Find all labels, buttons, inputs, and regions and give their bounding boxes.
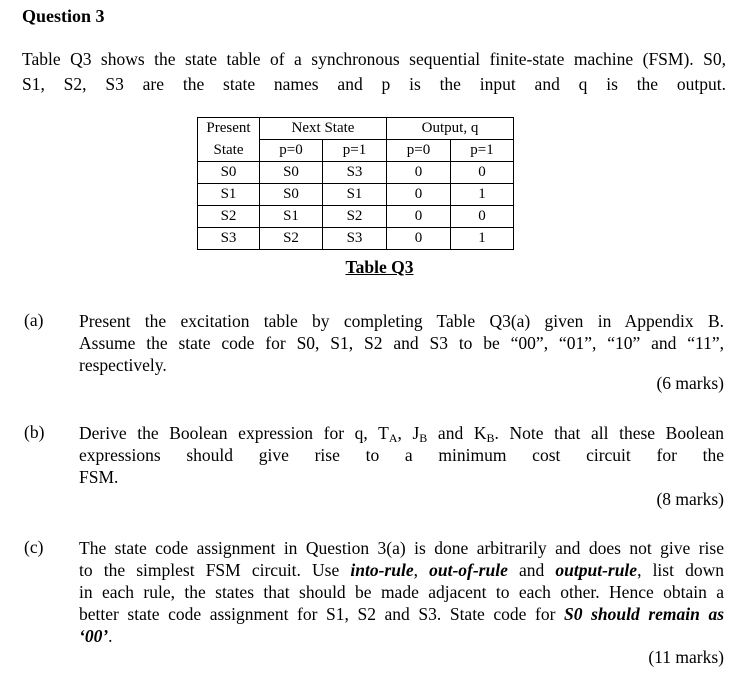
- part-a-label: (a): [24, 310, 44, 330]
- part-b-text: [79, 422, 724, 488]
- cell-next-p1: S2: [323, 206, 387, 228]
- part-c-line-5: [79, 625, 724, 647]
- part-a-line-3: respectively.: [79, 355, 167, 375]
- header-next-state: Next State: [260, 118, 387, 140]
- cell-present: S0: [198, 162, 260, 184]
- part-c-text: [79, 537, 724, 647]
- cell-next-p1: S3: [323, 228, 387, 250]
- part-a-line-1: Present the excitation table by completing Table Q3(a) given in Appendix B.: [79, 311, 724, 331]
- intro-line-1: Table Q3 shows the state table of a synchronous sequential finite-state machine (FSM). S0,: [22, 49, 726, 69]
- part-b-label: (b): [24, 422, 45, 442]
- part-c-line-3: in each rule, the states that should be made adjacent to each other. Hence obtain a: [79, 582, 724, 602]
- subscript-b: B: [486, 431, 495, 445]
- part-c-line-2-text: ,: [413, 560, 430, 580]
- part-a-line-2: Assume the state code for S0, S1, S2 and S3 to be “00”, “01”, “10” and “11”,: [79, 333, 724, 353]
- into-rule-term: into-rule: [350, 560, 414, 580]
- question-title: Question 3: [22, 6, 105, 26]
- part-c-line-2-text: and: [507, 560, 556, 580]
- part-b-line-3: FSM.: [79, 467, 119, 487]
- subscript-a: A: [388, 431, 398, 445]
- cell-next-p1: S3: [323, 162, 387, 184]
- s0-remain-emphasis: S0 should remain as: [564, 604, 725, 624]
- part-b-line-1-text: Derive the Boolean expression for q, T: [79, 423, 389, 443]
- cell-out-p0: 0: [387, 228, 451, 250]
- header-output: Output, q: [387, 118, 514, 140]
- part-c-marks: (11 marks): [648, 647, 724, 667]
- header-present: Present: [198, 118, 260, 140]
- cell-present: S3: [198, 228, 260, 250]
- cell-out-p1: 0: [451, 162, 514, 184]
- cell-out-p1: 1: [451, 184, 514, 206]
- output-rule-term: output-rule: [555, 560, 638, 580]
- cell-out-p0: 0: [387, 206, 451, 228]
- table-row: [198, 184, 514, 206]
- intro-line-2: S1, S2, S3 are the state names and p is the input and q is the output.: [22, 74, 726, 94]
- header-state: State: [198, 140, 260, 162]
- table-row: [198, 228, 514, 250]
- part-c-line-5-text: .: [108, 626, 113, 646]
- part-c-line-2-text: to the simplest FSM circuit. Use: [79, 560, 351, 580]
- subscript-b: B: [419, 431, 428, 445]
- cell-next-p0: S2: [260, 228, 323, 250]
- cell-out-p0: 0: [387, 162, 451, 184]
- cell-next-p0: S0: [260, 184, 323, 206]
- header-out-p0: p=0: [387, 140, 451, 162]
- cell-next-p1: S1: [323, 184, 387, 206]
- part-c-line-1: The state code assignment in Question 3(a) is done arbitrarily and does not give rise: [79, 538, 724, 558]
- cell-next-p0: S1: [260, 206, 323, 228]
- table-row: [198, 206, 514, 228]
- part-c-line-4: [79, 603, 724, 625]
- part-c-line-4-text: better state code assignment for S1, S2 and S3. State code for: [79, 604, 565, 624]
- part-c-line-2-text: , list down: [637, 560, 724, 580]
- part-b-line-1-text: and K: [427, 423, 487, 443]
- header-next-p1: p=1: [323, 140, 387, 162]
- part-b-line-2: expressions should give rise to a minimum cost circuit for the: [79, 445, 724, 465]
- table-caption: Table Q3: [345, 257, 414, 277]
- part-a-text: [79, 310, 724, 376]
- part-b-line-1-text: , J: [397, 423, 420, 443]
- table-header-row-2: [198, 140, 514, 162]
- cell-out-p1: 1: [451, 228, 514, 250]
- cell-present: S2: [198, 206, 260, 228]
- part-a-marks: (6 marks): [656, 373, 724, 393]
- cell-next-p0: S0: [260, 162, 323, 184]
- header-next-p0: p=0: [260, 140, 323, 162]
- state-table: [197, 117, 514, 250]
- part-c-label: (c): [24, 537, 44, 557]
- part-c-line-2: [79, 559, 724, 581]
- part-b-line-1: [79, 422, 724, 444]
- cell-present: S1: [198, 184, 260, 206]
- header-out-p1: p=1: [451, 140, 514, 162]
- part-b-line-1-text: . Note that all these Boolean: [494, 423, 725, 443]
- cell-out-p0: 0: [387, 184, 451, 206]
- table-row: [198, 162, 514, 184]
- table-header-row-1: [198, 118, 514, 140]
- s0-code-emphasis: ‘00’: [79, 626, 109, 646]
- out-of-rule-term: out-of-rule: [429, 560, 508, 580]
- cell-out-p1: 0: [451, 206, 514, 228]
- intro-paragraph: [22, 47, 726, 97]
- part-b-marks: (8 marks): [656, 489, 724, 509]
